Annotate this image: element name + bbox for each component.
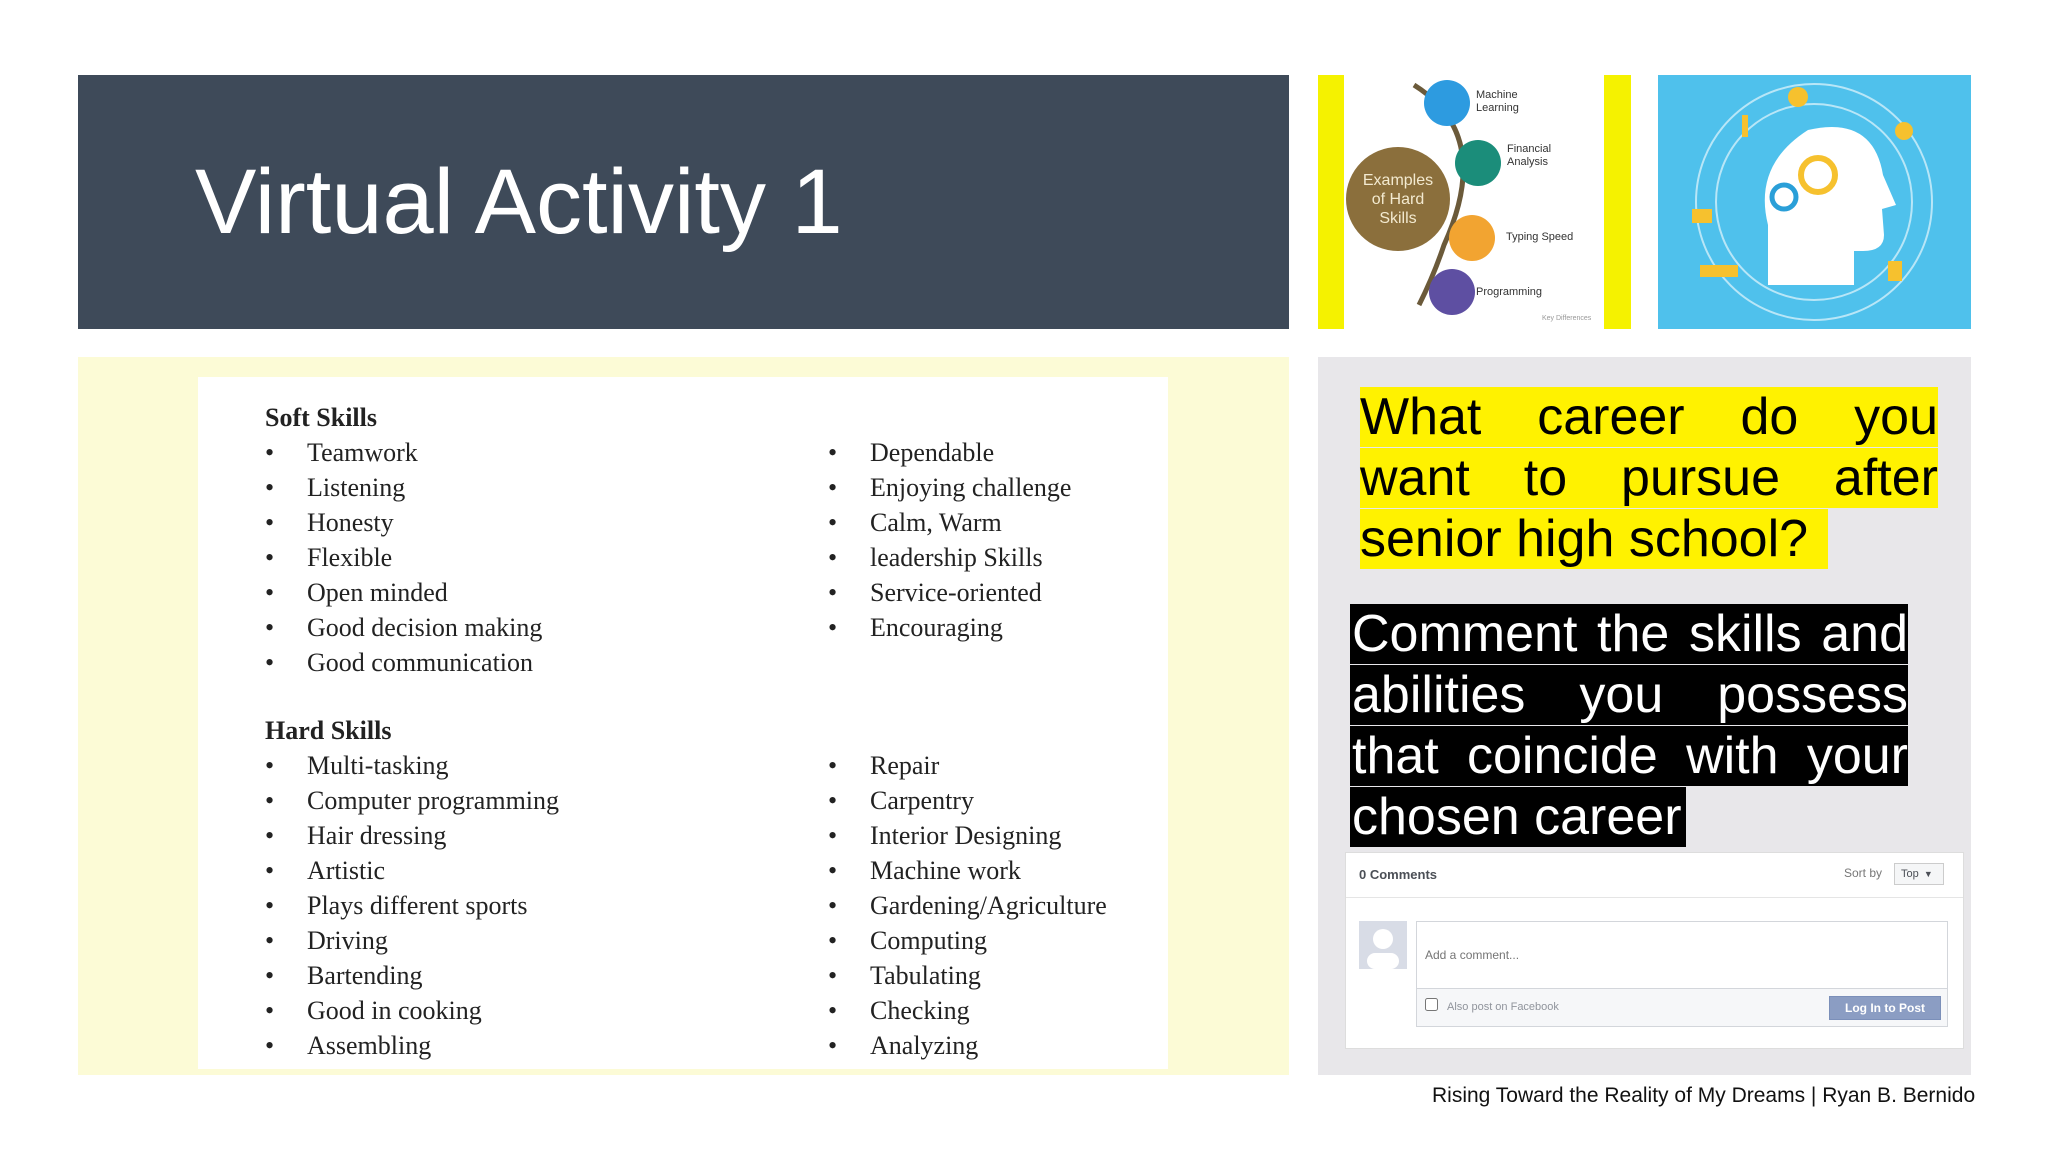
slide-title: Virtual Activity 1	[195, 151, 843, 253]
list-item: • Gardening/Agriculture	[828, 888, 1107, 923]
list-item: • Machine work	[828, 853, 1107, 888]
comments-widget	[1345, 852, 1964, 1049]
default-avatar-icon	[1359, 921, 1407, 969]
list-item: • Good in cooking	[265, 993, 559, 1028]
list-item: • Flexible	[265, 540, 542, 575]
instruction-line: that coincide with your	[1352, 727, 1908, 785]
instruction-line: abilities you possess	[1352, 666, 1908, 724]
instruction-line: chosen career	[1350, 787, 1686, 847]
list-item: • Open minded	[265, 575, 542, 610]
financial-analysis-icon	[1455, 140, 1501, 186]
also-post-checkbox[interactable]	[1425, 998, 1438, 1011]
hard-skills-heading: Hard Skills	[265, 716, 392, 745]
card-icon	[1692, 209, 1712, 223]
list-item: • Computing	[828, 923, 1107, 958]
list-item: • Enjoying challenge	[828, 470, 1071, 505]
list-item: • Plays different sports	[265, 888, 559, 923]
list-item: • Carpentry	[828, 783, 1107, 818]
label-financial-analysis: Financial Analysis	[1507, 143, 1552, 168]
heart-icon	[1895, 122, 1913, 140]
list-item: • Teamwork	[265, 435, 542, 470]
list-item: • Interior Designing	[828, 818, 1107, 853]
typing-speed-icon	[1449, 215, 1495, 261]
sort-value: Top	[1901, 868, 1919, 880]
list-item: • Good communication	[265, 645, 542, 680]
label-programming: Programming	[1476, 286, 1543, 298]
avatar	[1359, 921, 1407, 969]
team-icon	[1700, 265, 1738, 277]
clock-icon	[1788, 87, 1808, 107]
question-line: What career do you	[1360, 388, 1938, 446]
brain-gears-image	[1658, 75, 1971, 329]
instruction-line: Comment the skills and	[1352, 605, 1908, 663]
soft-skills-right-column	[828, 435, 1071, 645]
list-item: • Encouraging	[828, 610, 1071, 645]
sort-dropdown[interactable]	[1894, 863, 1944, 885]
list-item: • Dependable	[828, 435, 1071, 470]
brain-illustration	[1658, 75, 1971, 329]
hard-skills-right-column	[828, 748, 1107, 1063]
pencil-icon	[1742, 115, 1748, 137]
list-item: • Multi-tasking	[265, 748, 559, 783]
list-item: • Service-oriented	[828, 575, 1071, 610]
list-item: • Bartending	[265, 958, 559, 993]
list-item: • Good decision making	[265, 610, 542, 645]
machine-learning-icon	[1424, 80, 1470, 126]
list-item: • Computer programming	[265, 783, 559, 818]
list-item: • Tabulating	[828, 958, 1107, 993]
programming-icon	[1429, 269, 1475, 315]
head-silhouette-icon	[1765, 127, 1896, 285]
list-item: • Analyzing	[828, 1028, 1107, 1063]
slide-footer: Rising Toward the Reality of My Dreams | Ryan B. Bernido	[1432, 1084, 1976, 1107]
list-item: • Calm, Warm	[828, 505, 1071, 540]
comment-footer	[1416, 989, 1948, 1027]
sort-label: Sort by	[1844, 866, 1883, 880]
question-line: senior high school?	[1360, 509, 1828, 569]
label-machine-learning: Machine Learning	[1476, 89, 1519, 114]
soft-skills-heading: Soft Skills	[265, 403, 377, 432]
list-item: • leadership Skills	[828, 540, 1071, 575]
divider	[1346, 897, 1963, 898]
comments-count: 0 Comments	[1359, 867, 1438, 882]
soft-skills-left-column	[265, 400, 542, 680]
chevron-down-icon: ▼	[1923, 869, 1933, 879]
list-item: • Repair	[828, 748, 1107, 783]
list-item: • Driving	[265, 923, 559, 958]
list-item: • Checking	[828, 993, 1107, 1028]
image-credit: Key Differences	[1542, 315, 1592, 322]
log-in-to-post-button[interactable]: Log In to Post	[1829, 996, 1941, 1020]
hard-skills-center-label: Examples of Hard Skills	[1362, 172, 1434, 227]
hard-skills-left-column	[265, 713, 559, 1063]
question-line: want to pursue after	[1360, 449, 1938, 507]
list-item: • Listening	[265, 470, 542, 505]
hard-skills-image	[1318, 75, 1631, 329]
trophy-icon	[1888, 261, 1902, 281]
also-post-label: Also post on Facebook	[1447, 1001, 1559, 1013]
label-typing-speed: Typing Speed	[1506, 231, 1574, 243]
comment-input[interactable]	[1416, 921, 1948, 989]
list-item: • Assembling	[265, 1028, 559, 1063]
list-item: • Artistic	[265, 853, 559, 888]
list-item: • Honesty	[265, 505, 542, 540]
list-item: • Hair dressing	[265, 818, 559, 853]
